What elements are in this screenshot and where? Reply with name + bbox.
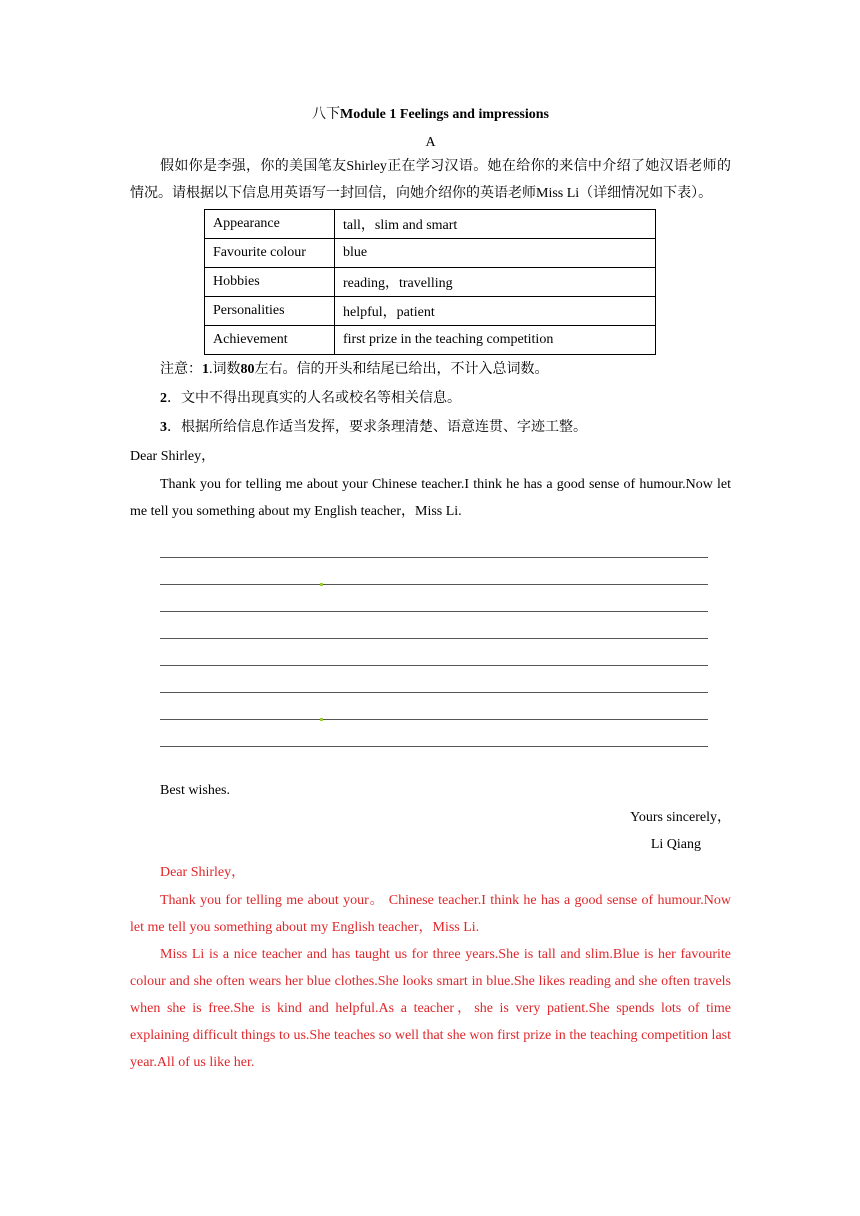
table-cell-value: reading，travelling <box>335 268 656 297</box>
answer-greeting: Dear Shirley， <box>160 865 246 880</box>
table-cell-key: Achievement <box>205 326 335 355</box>
writing-line[interactable] <box>160 666 708 693</box>
writing-line[interactable] <box>160 720 708 747</box>
table-cell-key: Appearance <box>205 210 335 239</box>
answer-section <box>130 858 731 1076</box>
prompt-intro: 假如你是李强，你的美国笔友Shirley正在学习汉语。她在给你的来信中介绍了她汉语老师的情况。请根据以下信息用英语写一封回信，向她介绍你的英语老师Miss Li（详细情况如下表）。 <box>130 159 731 201</box>
writing-lines <box>160 531 708 747</box>
document-page <box>130 100 731 1076</box>
table-row <box>205 239 656 268</box>
letter-sign-off <box>130 804 731 858</box>
writing-line[interactable] <box>160 585 708 612</box>
section-label: A <box>425 135 436 150</box>
table-cell-key: Favourite colour <box>205 239 335 268</box>
title-main: Module 1 Feelings and impressions <box>340 107 549 122</box>
table-cell-value: first prize in the teaching competition <box>335 326 656 355</box>
table-row <box>205 326 656 355</box>
writing-line[interactable] <box>160 531 708 558</box>
table-cell-value: helpful，patient <box>335 297 656 326</box>
table-cell-value: blue <box>335 239 656 268</box>
table-row <box>205 297 656 326</box>
writing-line[interactable] <box>160 558 708 585</box>
letter-closing: Best wishes. <box>160 783 230 798</box>
signature: Li Qiang <box>650 837 701 852</box>
letter-opening: Thank you for telling me about your Chinese teacher.I think he has a good sense of humour.Now let me tell you something about my English teacher，Miss Li. <box>130 477 731 519</box>
table-cell-key: Hobbies <box>205 268 335 297</box>
letter-greeting: Dear Shirley， <box>130 449 216 464</box>
writing-line[interactable] <box>160 693 708 720</box>
answer-opening: Thank you for telling me about your。 Chinese teacher.I think he has a good sense of humour.Now let me tell you something about my English teacher，Miss Li. <box>130 893 731 935</box>
sign-off: Yours sincerely， <box>630 810 731 825</box>
note-2: 2．文中不得出现真实的人名或校名等相关信息。 <box>160 391 461 406</box>
table-cell-key: Personalities <box>205 297 335 326</box>
note-1: 注意：1.词数80左右。信的开头和结尾已给出，不计入总词数。 <box>160 362 549 377</box>
page-title <box>130 105 731 125</box>
answer-body: Miss Li is a nice teacher and has taught us for three years.She is tall and slim.Blue is her favourite colour and she often wears her blue clothes.She looks smart in blue.She likes reading and she often travels when she is free.She is kind and helpful.As a teacher，she is very patient.She spends lots of time explaining difficult things to us.She teaches so well that she won first prize in the teaching competition last year.All of us like her. <box>130 947 731 1070</box>
writing-line[interactable] <box>160 639 708 666</box>
info-table <box>204 209 656 355</box>
table-row <box>205 268 656 297</box>
title-prefix: 八下 <box>312 107 340 122</box>
table-row <box>205 210 656 239</box>
table-cell-value: tall，slim and smart <box>335 210 656 239</box>
note-3: 3．根据所给信息作适当发挥，要求条理清楚、语意连贯、字迹工整。 <box>160 420 587 435</box>
writing-line[interactable] <box>160 612 708 639</box>
